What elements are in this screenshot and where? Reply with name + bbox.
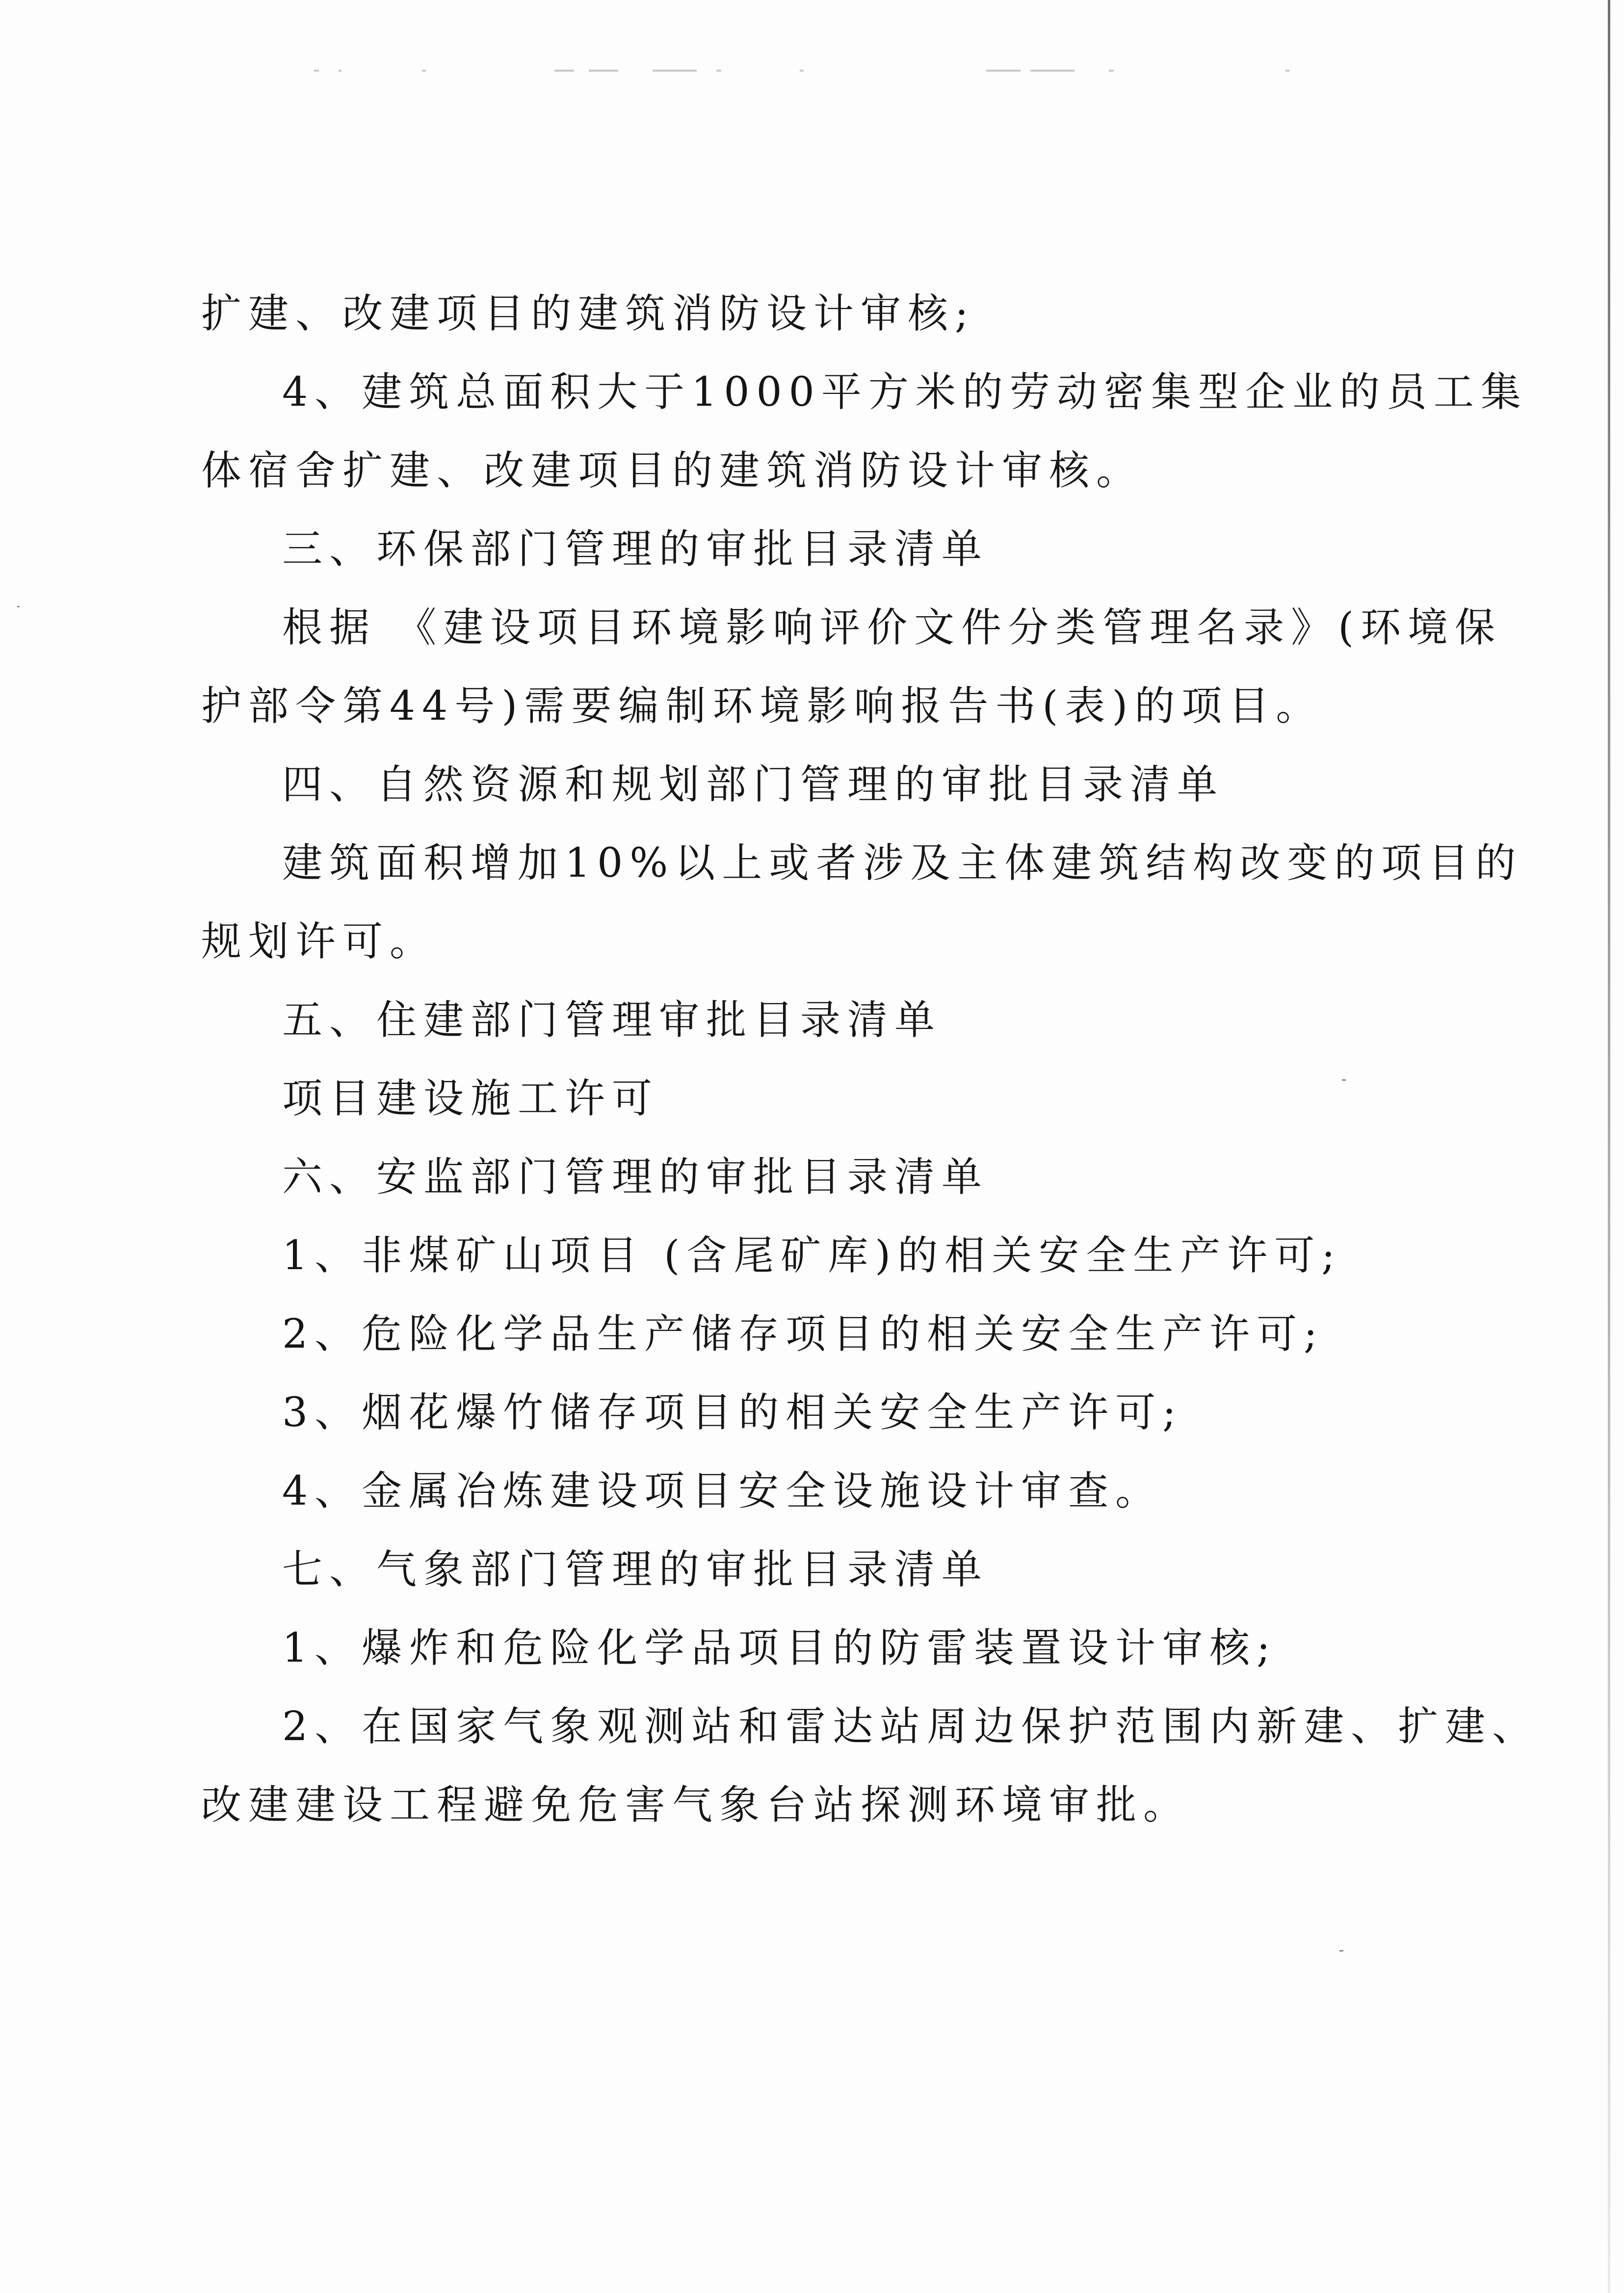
list-item: 2、危险化学品生产储存项目的相关安全生产许可; [282,1311,1324,1357]
paragraph-line: 规划许可。 [201,918,437,965]
paragraph-line: 体宿舍扩建、改建项目的建筑消防设计审核。 [201,447,1144,494]
scan-artifact-dots [0,70,1624,74]
list-item: 2、在国家气象观测站和雷达站周边保护范围内新建、扩建、 [282,1703,1540,1750]
list-item: 4、金属冶炼建设项目安全设施设计审查。 [282,1468,1163,1514]
section-heading-natural-resources: 四、自然资源和规划部门管理的审批目录清单 [282,761,1225,808]
list-item: 1、爆炸和危险化学品项目的防雷装置设计审核; [282,1625,1277,1671]
list-item: 1、非煤矿山项目 (含尾矿库)的相关安全生产许可; [282,1232,1342,1279]
paragraph-line: 根据 《建设项目环境影响评价文件分类管理名录》(环境保 [282,604,1502,651]
paragraph-line: 项目建设施工许可 [282,1075,659,1122]
section-heading-housing: 五、住建部门管理审批目录清单 [282,997,942,1043]
scan-speck [17,606,20,607]
paragraph-line: 护部令第44号)需要编制环境影响报告书(表)的项目。 [201,683,1323,730]
paragraph-line: 4、建筑总面积大于1000平方米的劳动密集型企业的员工集 [282,369,1528,416]
paragraph-line: 改建建设工程避免危害气象台站探测环境审批。 [201,1782,1191,1828]
scan-speck [1339,1950,1343,1952]
section-heading-meteorology: 七、气象部门管理的审批目录清单 [282,1546,989,1593]
section-heading-safety: 六、安监部门管理的审批目录清单 [282,1154,989,1200]
list-item: 3、烟花爆竹储存项目的相关安全生产许可; [282,1389,1183,1436]
scan-edge-line [1608,0,1610,2293]
section-heading-environmental: 三、环保部门管理的审批目录清单 [282,526,989,573]
paragraph-line: 扩建、改建项目的建筑消防设计审核; [201,290,975,337]
paragraph-line: 建筑面积增加10%以上或者涉及主体建筑结构改变的项目的 [282,840,1523,886]
